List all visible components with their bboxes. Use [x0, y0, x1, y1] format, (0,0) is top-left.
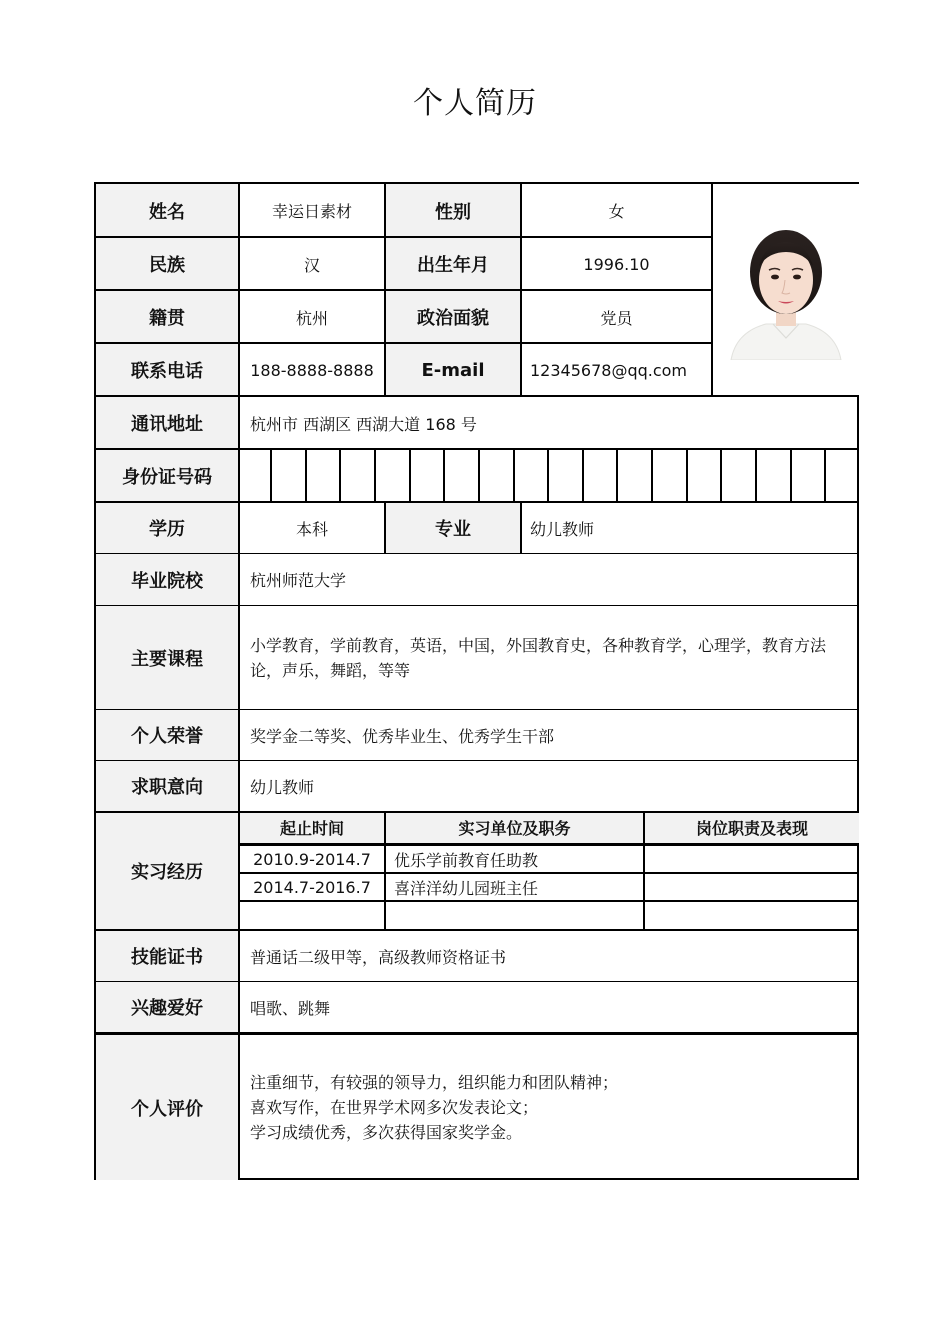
ethnicity-label: 民族 — [96, 238, 238, 290]
phone-value: 188-8888-8888 — [250, 360, 374, 380]
degree-value: 本科 — [295, 519, 328, 539]
name-label: 姓名 — [96, 184, 238, 237]
grid-line — [96, 981, 859, 982]
id-digit-divider — [547, 450, 549, 502]
skills-label: 技能证书 — [96, 931, 238, 981]
name-value: 幸运日素材 — [271, 202, 352, 221]
internship-header-period: 起止时间 — [240, 812, 384, 843]
id-digit-divider — [720, 450, 722, 502]
grid-line — [384, 812, 386, 929]
origin-value: 杭州 — [295, 308, 328, 328]
grid-line — [96, 289, 713, 291]
internship-row-duty — [645, 902, 859, 929]
gender-value: 女 — [608, 202, 625, 221]
id-digit-divider — [790, 450, 792, 502]
degree-label: 学历 — [96, 503, 238, 553]
grid-line — [643, 812, 645, 929]
id-digit-divider — [409, 450, 411, 502]
grid-line — [96, 553, 859, 554]
id-digit-divider — [651, 450, 653, 502]
grid-line — [384, 503, 386, 553]
grid-line — [96, 1032, 859, 1035]
evaluation-label: 个人评价 — [96, 1035, 238, 1180]
grid-line — [96, 236, 713, 238]
internship-header-duty: 岗位职责及表现 — [645, 812, 859, 843]
grid-line — [96, 709, 859, 710]
id-digit-divider — [824, 450, 826, 502]
objective-value: 幼儿教师 — [250, 777, 315, 797]
id-digit-divider — [270, 450, 272, 502]
id-digit-divider — [305, 450, 307, 502]
gender-label: 性别 — [386, 184, 520, 237]
id-digit-divider — [513, 450, 515, 502]
evaluation-line: 喜欢写作，在世界学术网多次发表论文； — [250, 1098, 539, 1117]
major-value: 幼儿教师 — [530, 519, 595, 539]
evaluation-line: 学习成绩优秀，多次获得国家奖学金。 — [250, 1123, 523, 1142]
grid-line — [96, 395, 859, 397]
resume-table — [94, 182, 859, 1180]
hobbies-value: 唱歌、跳舞 — [250, 998, 331, 1018]
internship-row-duty — [645, 874, 859, 900]
internship-row-period: 2014.7-2016.7 — [253, 877, 371, 897]
id-digit-divider — [582, 450, 584, 502]
internship-row-duty — [645, 846, 859, 872]
honors-label: 个人荣誉 — [96, 710, 238, 760]
email-value: 12345678@qq.com — [530, 360, 688, 380]
grid-line — [238, 184, 240, 1180]
phone-label: 联系电话 — [96, 344, 238, 396]
evaluation-line: 注重细节，有较强的领导力，组织能力和团队精神； — [250, 1073, 619, 1092]
profile-photo — [713, 184, 859, 396]
political-value: 党员 — [600, 308, 633, 328]
id-digit-divider — [686, 450, 688, 502]
grid-line — [96, 811, 859, 813]
skills-value: 普通话二级甲等，高级教师资格证书 — [250, 947, 507, 967]
birth-label: 出生年月 — [386, 238, 520, 290]
origin-label: 籍贯 — [96, 291, 238, 343]
major-label: 专业 — [386, 503, 520, 553]
grid-line — [384, 184, 386, 397]
internship-row-unit: 喜洋洋幼儿园班主任 — [394, 878, 539, 898]
grid-line — [96, 760, 859, 761]
internship-row-period: 2010.9-2014.7 — [253, 849, 371, 869]
id-digit-divider — [755, 450, 757, 502]
id-digit-divider — [374, 450, 376, 502]
grid-line — [240, 872, 859, 874]
courses-value — [240, 606, 859, 709]
courses-line: 论，声乐，舞蹈，等等 — [250, 660, 411, 680]
evaluation-value — [240, 1035, 859, 1180]
grid-line — [96, 342, 713, 344]
grid-line — [96, 605, 859, 606]
id-digit-divider — [339, 450, 341, 502]
grid-line — [240, 900, 859, 902]
birth-value: 1996.10 — [583, 254, 650, 274]
internship-row-period — [240, 902, 384, 929]
objective-label: 求职意向 — [96, 761, 238, 811]
internship-label: 实习经历 — [96, 812, 238, 929]
id-digit-divider — [443, 450, 445, 502]
id-number-boxes[interactable] — [240, 450, 859, 502]
internship-header-unit: 实习单位及职务 — [386, 812, 643, 843]
internship-row-unit: 优乐学前教育任助教 — [394, 850, 539, 870]
address-value: 杭州市 西湖区 西湖大道 168 号 — [250, 414, 477, 434]
internship-row-unit — [386, 902, 643, 929]
grid-line — [711, 184, 713, 397]
address-label: 通讯地址 — [96, 397, 238, 449]
school-value: 杭州师范大学 — [250, 571, 347, 590]
page-title: 个人简历 — [413, 86, 537, 121]
id-number-label: 身份证号码 — [96, 450, 238, 502]
portrait-image — [721, 220, 851, 360]
courses-label: 主要课程 — [96, 606, 238, 709]
grid-line — [96, 929, 859, 931]
ethnicity-value: 汉 — [303, 255, 320, 275]
grid-line — [520, 184, 522, 397]
honors-value: 奖学金二等奖、优秀毕业生、优秀学生干部 — [250, 726, 555, 746]
school-label: 毕业院校 — [96, 554, 238, 605]
political-label: 政治面貌 — [386, 291, 520, 343]
email-label: E-mail — [386, 344, 520, 396]
courses-line: 小学教育，学前教育，英语，中国，外国教育史，各种教育学，心理学，教育方法 — [250, 635, 827, 655]
hobbies-label: 兴趣爱好 — [96, 982, 238, 1032]
id-digit-divider — [616, 450, 618, 502]
grid-line — [520, 503, 522, 553]
grid-line — [240, 843, 859, 846]
id-digit-divider — [478, 450, 480, 502]
